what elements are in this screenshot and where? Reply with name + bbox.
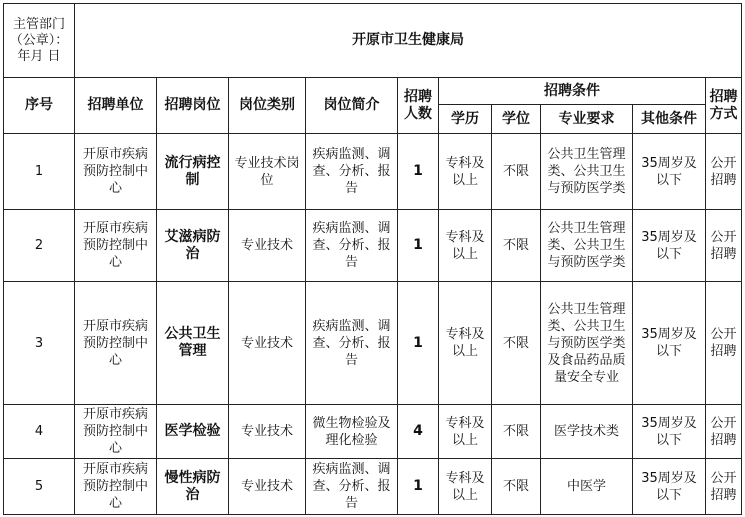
row-post: 艾滋病防治	[157, 210, 229, 282]
row-unit: 开原市疾病预防控制中心	[75, 459, 157, 515]
row-degree: 不限	[492, 282, 541, 405]
row-category: 专业技术	[229, 210, 306, 282]
row-category: 专业技术	[229, 459, 306, 515]
col-major: 专业要求	[541, 105, 633, 134]
org-name: 开原市卫生健康局	[75, 4, 742, 78]
row-post: 流行病控制	[157, 134, 229, 210]
recruitment-table	[3, 3, 742, 515]
row-seq: 2	[4, 210, 75, 282]
row-unit: 开原市疾病预防控制中心	[75, 282, 157, 405]
row-other: 35周岁及以下	[633, 459, 706, 515]
row-intro: 疾病监测、调查、分析、报告	[306, 210, 398, 282]
table-row	[4, 134, 742, 210]
col-count: 招聘人数	[398, 78, 439, 134]
row-unit: 开原市疾病预防控制中心	[75, 134, 157, 210]
row-seq: 1	[4, 134, 75, 210]
row-edu: 专科及以上	[439, 405, 492, 459]
row-count: 1	[398, 459, 439, 515]
row-edu: 专科及以上	[439, 210, 492, 282]
row-edu: 专科及以上	[439, 282, 492, 405]
dept-cell	[4, 4, 75, 78]
row-intro: 疾病监测、调查、分析、报告	[306, 459, 398, 515]
row-count: 1	[398, 282, 439, 405]
row-method: 公开招聘	[706, 459, 742, 515]
col-conditions: 招聘条件	[439, 78, 706, 105]
row-edu: 专科及以上	[439, 134, 492, 210]
col-post: 招聘岗位	[157, 78, 229, 134]
row-unit: 开原市疾病预防控制中心	[75, 405, 157, 459]
row-edu: 专科及以上	[439, 459, 492, 515]
row-major: 医学技术类	[541, 405, 633, 459]
table-row	[4, 282, 742, 405]
row-other: 35周岁及以下	[633, 134, 706, 210]
row-method: 公开招聘	[706, 134, 742, 210]
table-row	[4, 405, 742, 459]
row-unit: 开原市疾病预防控制中心	[75, 210, 157, 282]
col-method: 招聘方式	[706, 78, 742, 134]
row-count: 4	[398, 405, 439, 459]
row-post: 医学检验	[157, 405, 229, 459]
row-count: 1	[398, 210, 439, 282]
row-major: 公共卫生管理类、公共卫生与预防医学类	[541, 134, 633, 210]
row-post: 慢性病防治	[157, 459, 229, 515]
row-method: 公开招聘	[706, 210, 742, 282]
row-post: 公共卫生管理	[157, 282, 229, 405]
col-seq: 序号	[4, 78, 75, 134]
row-seq: 5	[4, 459, 75, 515]
row-intro: 疾病监测、调查、分析、报告	[306, 134, 398, 210]
col-category: 岗位类别	[229, 78, 306, 134]
table-row	[4, 459, 742, 515]
row-degree: 不限	[492, 405, 541, 459]
row-intro: 微生物检验及理化检验	[306, 405, 398, 459]
row-seq: 4	[4, 405, 75, 459]
row-degree: 不限	[492, 134, 541, 210]
row-major: 中医学	[541, 459, 633, 515]
col-other: 其他条件	[633, 105, 706, 134]
row-intro: 疾病监测、调查、分析、报告	[306, 282, 398, 405]
row-category: 专业技术	[229, 405, 306, 459]
row-category: 专业技术	[229, 282, 306, 405]
row-seq: 3	[4, 282, 75, 405]
row-major: 公共卫生管理类、公共卫生与预防医学类及食品药品质量安全专业	[541, 282, 633, 405]
col-intro: 岗位简介	[306, 78, 398, 134]
col-degree: 学位	[492, 105, 541, 134]
row-method: 公开招聘	[706, 282, 742, 405]
row-other: 35周岁及以下	[633, 405, 706, 459]
row-category: 专业技术岗位	[229, 134, 306, 210]
row-degree: 不限	[492, 459, 541, 515]
row-method: 公开招聘	[706, 405, 742, 459]
row-count: 1	[398, 134, 439, 210]
date-label: 年月 日	[17, 48, 61, 64]
table-row	[4, 210, 742, 282]
row-degree: 不限	[492, 210, 541, 282]
row-other: 35周岁及以下	[633, 210, 706, 282]
row-major: 公共卫生管理类、公共卫生与预防医学类	[541, 210, 633, 282]
col-edu: 学历	[439, 105, 492, 134]
row-other: 35周岁及以下	[633, 282, 706, 405]
col-unit: 招聘单位	[75, 78, 157, 134]
dept-label: 主管部门（公章）：	[9, 16, 69, 48]
